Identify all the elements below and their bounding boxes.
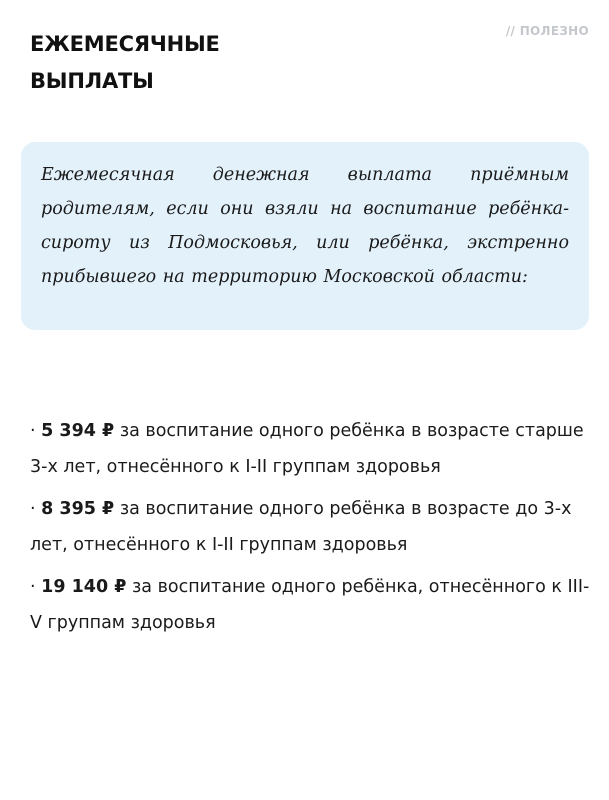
payment-amount: 8 395 ₽ bbox=[41, 499, 115, 519]
payment-item bbox=[30, 413, 590, 485]
payment-description: за воспитание одного ребёнка, отнесённого к III-V группам здоровья bbox=[30, 577, 590, 633]
bullet: · bbox=[30, 577, 36, 597]
title-line-2: ВЫПЛАТЫ bbox=[30, 69, 154, 93]
payment-item bbox=[30, 491, 590, 563]
payment-list bbox=[30, 413, 590, 647]
payment-item bbox=[30, 569, 590, 641]
page-title bbox=[30, 26, 220, 100]
payment-description: за воспитание одного ребёнка в возрасте до 3-х лет, отнесённого к I-II группам здоровья bbox=[30, 499, 572, 555]
info-callout bbox=[21, 142, 589, 330]
bullet: · bbox=[30, 421, 36, 441]
payment-amount: 5 394 ₽ bbox=[41, 421, 115, 441]
category-tag: // ПОЛЕЗНО bbox=[505, 24, 589, 38]
info-text: Ежемесячная денежная выплата приёмным родителям, если они взяли на воспитание ребёнка-сироту из Подмосковья, или ребёнка, экстренно прибывшего на территорию Московской области: bbox=[41, 165, 569, 287]
payment-description: за воспитание одного ребёнка в возрасте старше 3-х лет, отнесённого к I-II группам здоровья bbox=[30, 421, 584, 477]
payment-amount: 19 140 ₽ bbox=[41, 577, 127, 597]
bullet: · bbox=[30, 499, 36, 519]
title-line-1: ЕЖЕМЕСЯЧНЫЕ bbox=[30, 32, 220, 56]
